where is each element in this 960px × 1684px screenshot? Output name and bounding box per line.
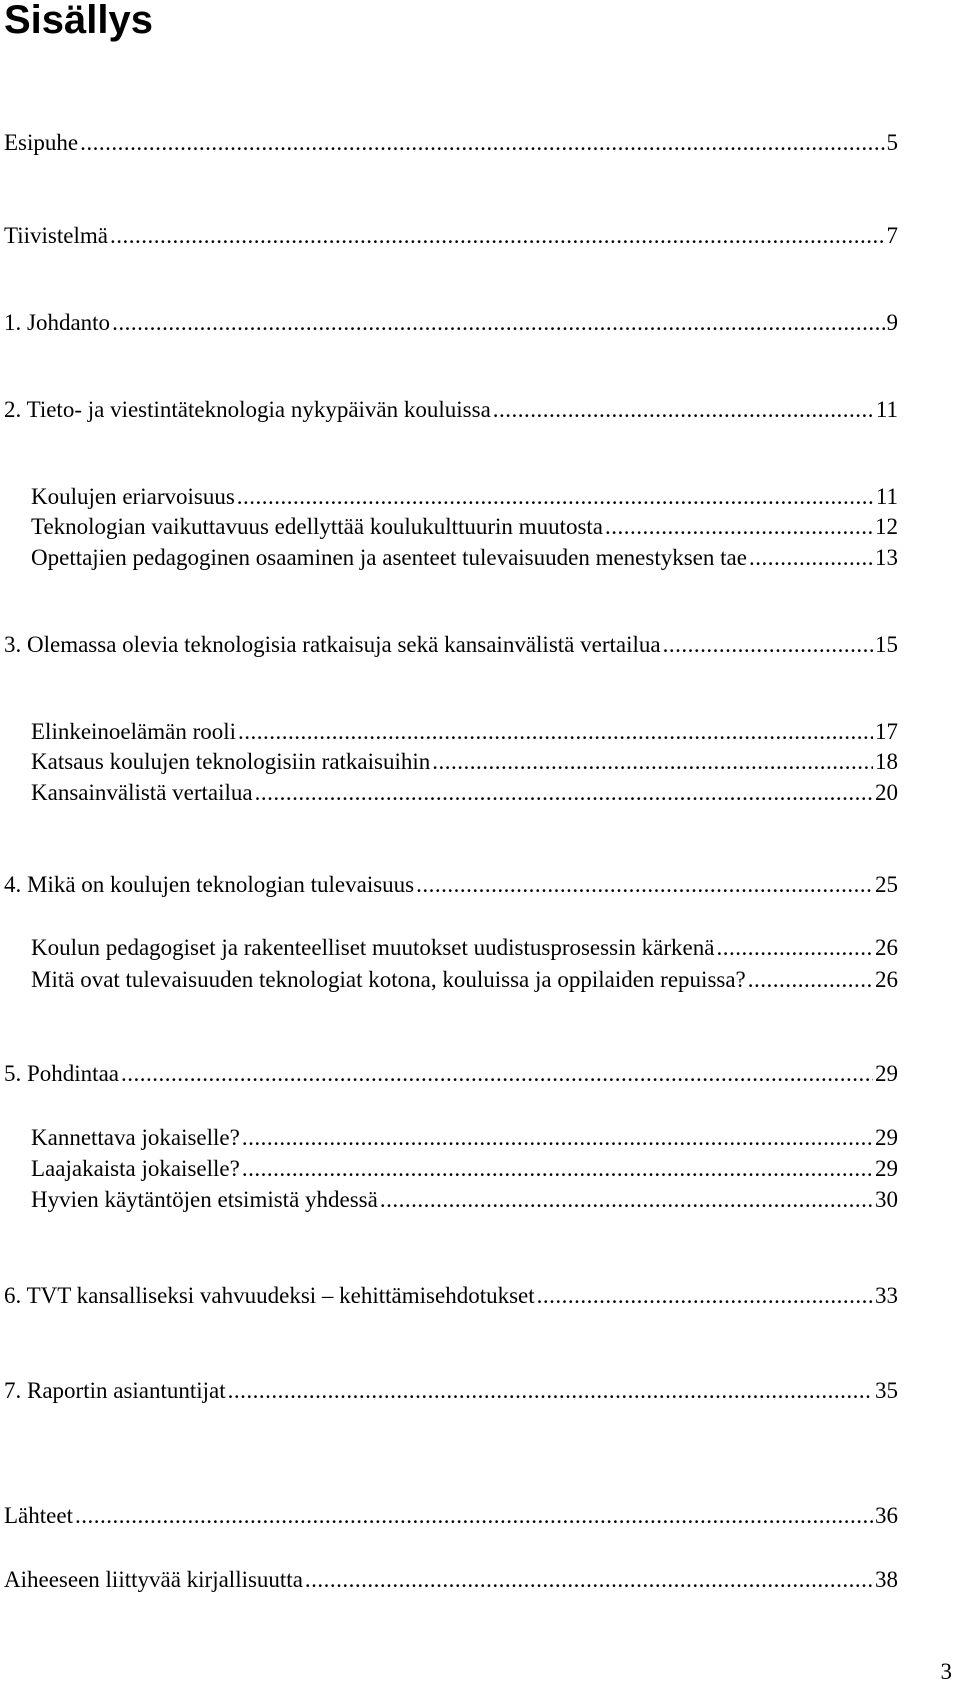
dot-leader	[242, 1124, 873, 1152]
toc-entry-esipuhe[interactable]	[4, 129, 898, 157]
toc-entry-page: 29	[875, 1061, 898, 1086]
toc-entry-lahteet[interactable]	[4, 1502, 898, 1530]
toc-entry-page: 11	[875, 397, 898, 422]
dot-leader	[663, 631, 873, 659]
toc-entry-label: Koulujen eriarvoisuus	[31, 484, 235, 509]
dot-leader	[605, 513, 873, 541]
toc-entry-page: 9	[886, 310, 898, 335]
toc-entry-page: 38	[875, 1567, 898, 1592]
toc-entry-label: 1. Johdanto	[4, 310, 111, 335]
dot-leader	[75, 1502, 873, 1530]
toc-entry-label: Kannettava jokaiselle?	[31, 1125, 240, 1150]
dot-leader	[748, 966, 873, 994]
toc-entry-chapter-7[interactable]	[4, 1377, 898, 1405]
dot-leader	[238, 718, 873, 746]
toc-entry-page: 5	[886, 130, 898, 155]
page-title: Sisällys	[4, 0, 154, 42]
toc-entry-page: 17	[875, 719, 898, 744]
toc-entry-section[interactable]	[31, 483, 898, 511]
toc-entry-label: Esipuhe	[4, 130, 79, 155]
toc-entry-section[interactable]	[31, 1124, 898, 1152]
toc-entry-page: 13	[875, 545, 898, 570]
toc-entry-section[interactable]	[31, 718, 898, 746]
dot-leader	[110, 222, 885, 250]
toc-entry-label: Katsaus koulujen teknologisiin ratkaisuihin	[31, 749, 431, 774]
dot-leader	[416, 871, 873, 899]
dot-leader	[112, 309, 884, 337]
dot-leader	[716, 934, 873, 962]
toc-entry-page: 25	[875, 872, 898, 897]
dot-leader	[537, 1282, 873, 1310]
dot-leader	[749, 544, 873, 572]
dot-leader	[432, 748, 873, 776]
dot-leader	[255, 779, 873, 807]
toc-entry-page: 15	[875, 632, 898, 657]
toc-entry-page: 30	[875, 1187, 898, 1212]
toc-entry-label: Mitä ovat tulevaisuuden teknologiat kotona, kouluissa ja oppilaiden repuissa?	[31, 967, 746, 992]
dot-leader	[121, 1060, 873, 1088]
toc-entry-section[interactable]	[31, 748, 898, 776]
dot-leader	[80, 129, 884, 157]
toc-entry-chapter-5[interactable]	[4, 1060, 898, 1088]
toc-entry-kirjallisuus[interactable]	[4, 1566, 898, 1594]
toc-entry-label: Laajakaista jokaiselle?	[31, 1156, 240, 1181]
toc-entry-label: 7. Raportin asiantuntijat	[4, 1378, 226, 1403]
toc-entry-label: Opettajien pedagoginen osaaminen ja asenteet tulevaisuuden menestyksen tae	[31, 545, 747, 570]
toc-entry-tiivistelma[interactable]	[4, 222, 898, 250]
toc-entry-section[interactable]	[31, 934, 898, 962]
toc-entry-label: Elinkeinoelämän rooli	[31, 719, 237, 744]
dot-leader	[493, 396, 874, 424]
toc-entry-chapter-6[interactable]	[4, 1282, 898, 1310]
dot-leader	[242, 1155, 873, 1183]
toc-entry-label: 2. Tieto- ja viestintäteknologia nykypäivän kouluissa	[4, 397, 491, 422]
toc-entry-label: 6. TVT kansalliseksi vahvuudeksi – kehittämisehdotukset	[4, 1283, 535, 1308]
toc-entry-section[interactable]	[31, 513, 898, 541]
page-number: 3	[940, 1659, 952, 1684]
dot-leader	[237, 483, 874, 511]
toc-entry-label: Hyvien käytäntöjen etsimistä yhdessä	[31, 1187, 378, 1212]
toc-entry-label: Koulun pedagogiset ja rakenteelliset muutokset uudistusprosessin kärkenä	[31, 935, 715, 960]
dot-leader	[380, 1186, 873, 1214]
toc-entry-page: 35	[875, 1378, 898, 1403]
toc-entry-label: 3. Olemassa olevia teknologisia ratkaisuja sekä kansainvälistä vertailua	[4, 632, 661, 657]
toc-entry-page: 29	[875, 1156, 898, 1181]
toc-entry-section[interactable]	[31, 1186, 898, 1214]
toc-entry-page: 29	[875, 1125, 898, 1150]
toc-entry-label: 4. Mikä on koulujen teknologian tulevaisuus	[4, 872, 415, 897]
toc-entry-label: 5. Pohdintaa	[4, 1061, 119, 1086]
toc-entry-section[interactable]	[31, 1155, 898, 1183]
toc-entry-chapter-2[interactable]	[4, 396, 898, 424]
toc-entry-page: 20	[875, 780, 898, 805]
toc-entry-label: Aiheeseen liittyvää kirjallisuutta	[4, 1567, 303, 1592]
toc-entry-section[interactable]	[31, 544, 898, 572]
toc-entry-label: Kansainvälistä vertailua	[31, 780, 253, 805]
toc-entry-label: Tiivistelmä	[4, 223, 108, 248]
toc-entry-page: 26	[875, 935, 898, 960]
toc-entry-johdanto[interactable]	[4, 309, 898, 337]
toc-entry-page: 12	[875, 514, 898, 539]
toc-entry-page: 36	[875, 1503, 898, 1528]
toc-entry-section[interactable]	[31, 779, 898, 807]
toc-entry-label: Lähteet	[4, 1503, 73, 1528]
toc-entry-chapter-4[interactable]	[4, 871, 898, 899]
toc-entry-page: 18	[875, 749, 898, 774]
toc-entry-label: Teknologian vaikuttavuus edellyttää koulukulttuurin muutosta	[31, 514, 604, 539]
toc-entry-page: 33	[875, 1283, 898, 1308]
toc-entry-page: 26	[875, 967, 898, 992]
toc-entry-page: 7	[886, 223, 898, 248]
toc-entry-page: 11	[875, 484, 898, 509]
toc-entry-section[interactable]	[31, 966, 898, 994]
dot-leader	[228, 1377, 873, 1405]
dot-leader	[305, 1566, 873, 1594]
toc-entry-chapter-3[interactable]	[4, 631, 898, 659]
